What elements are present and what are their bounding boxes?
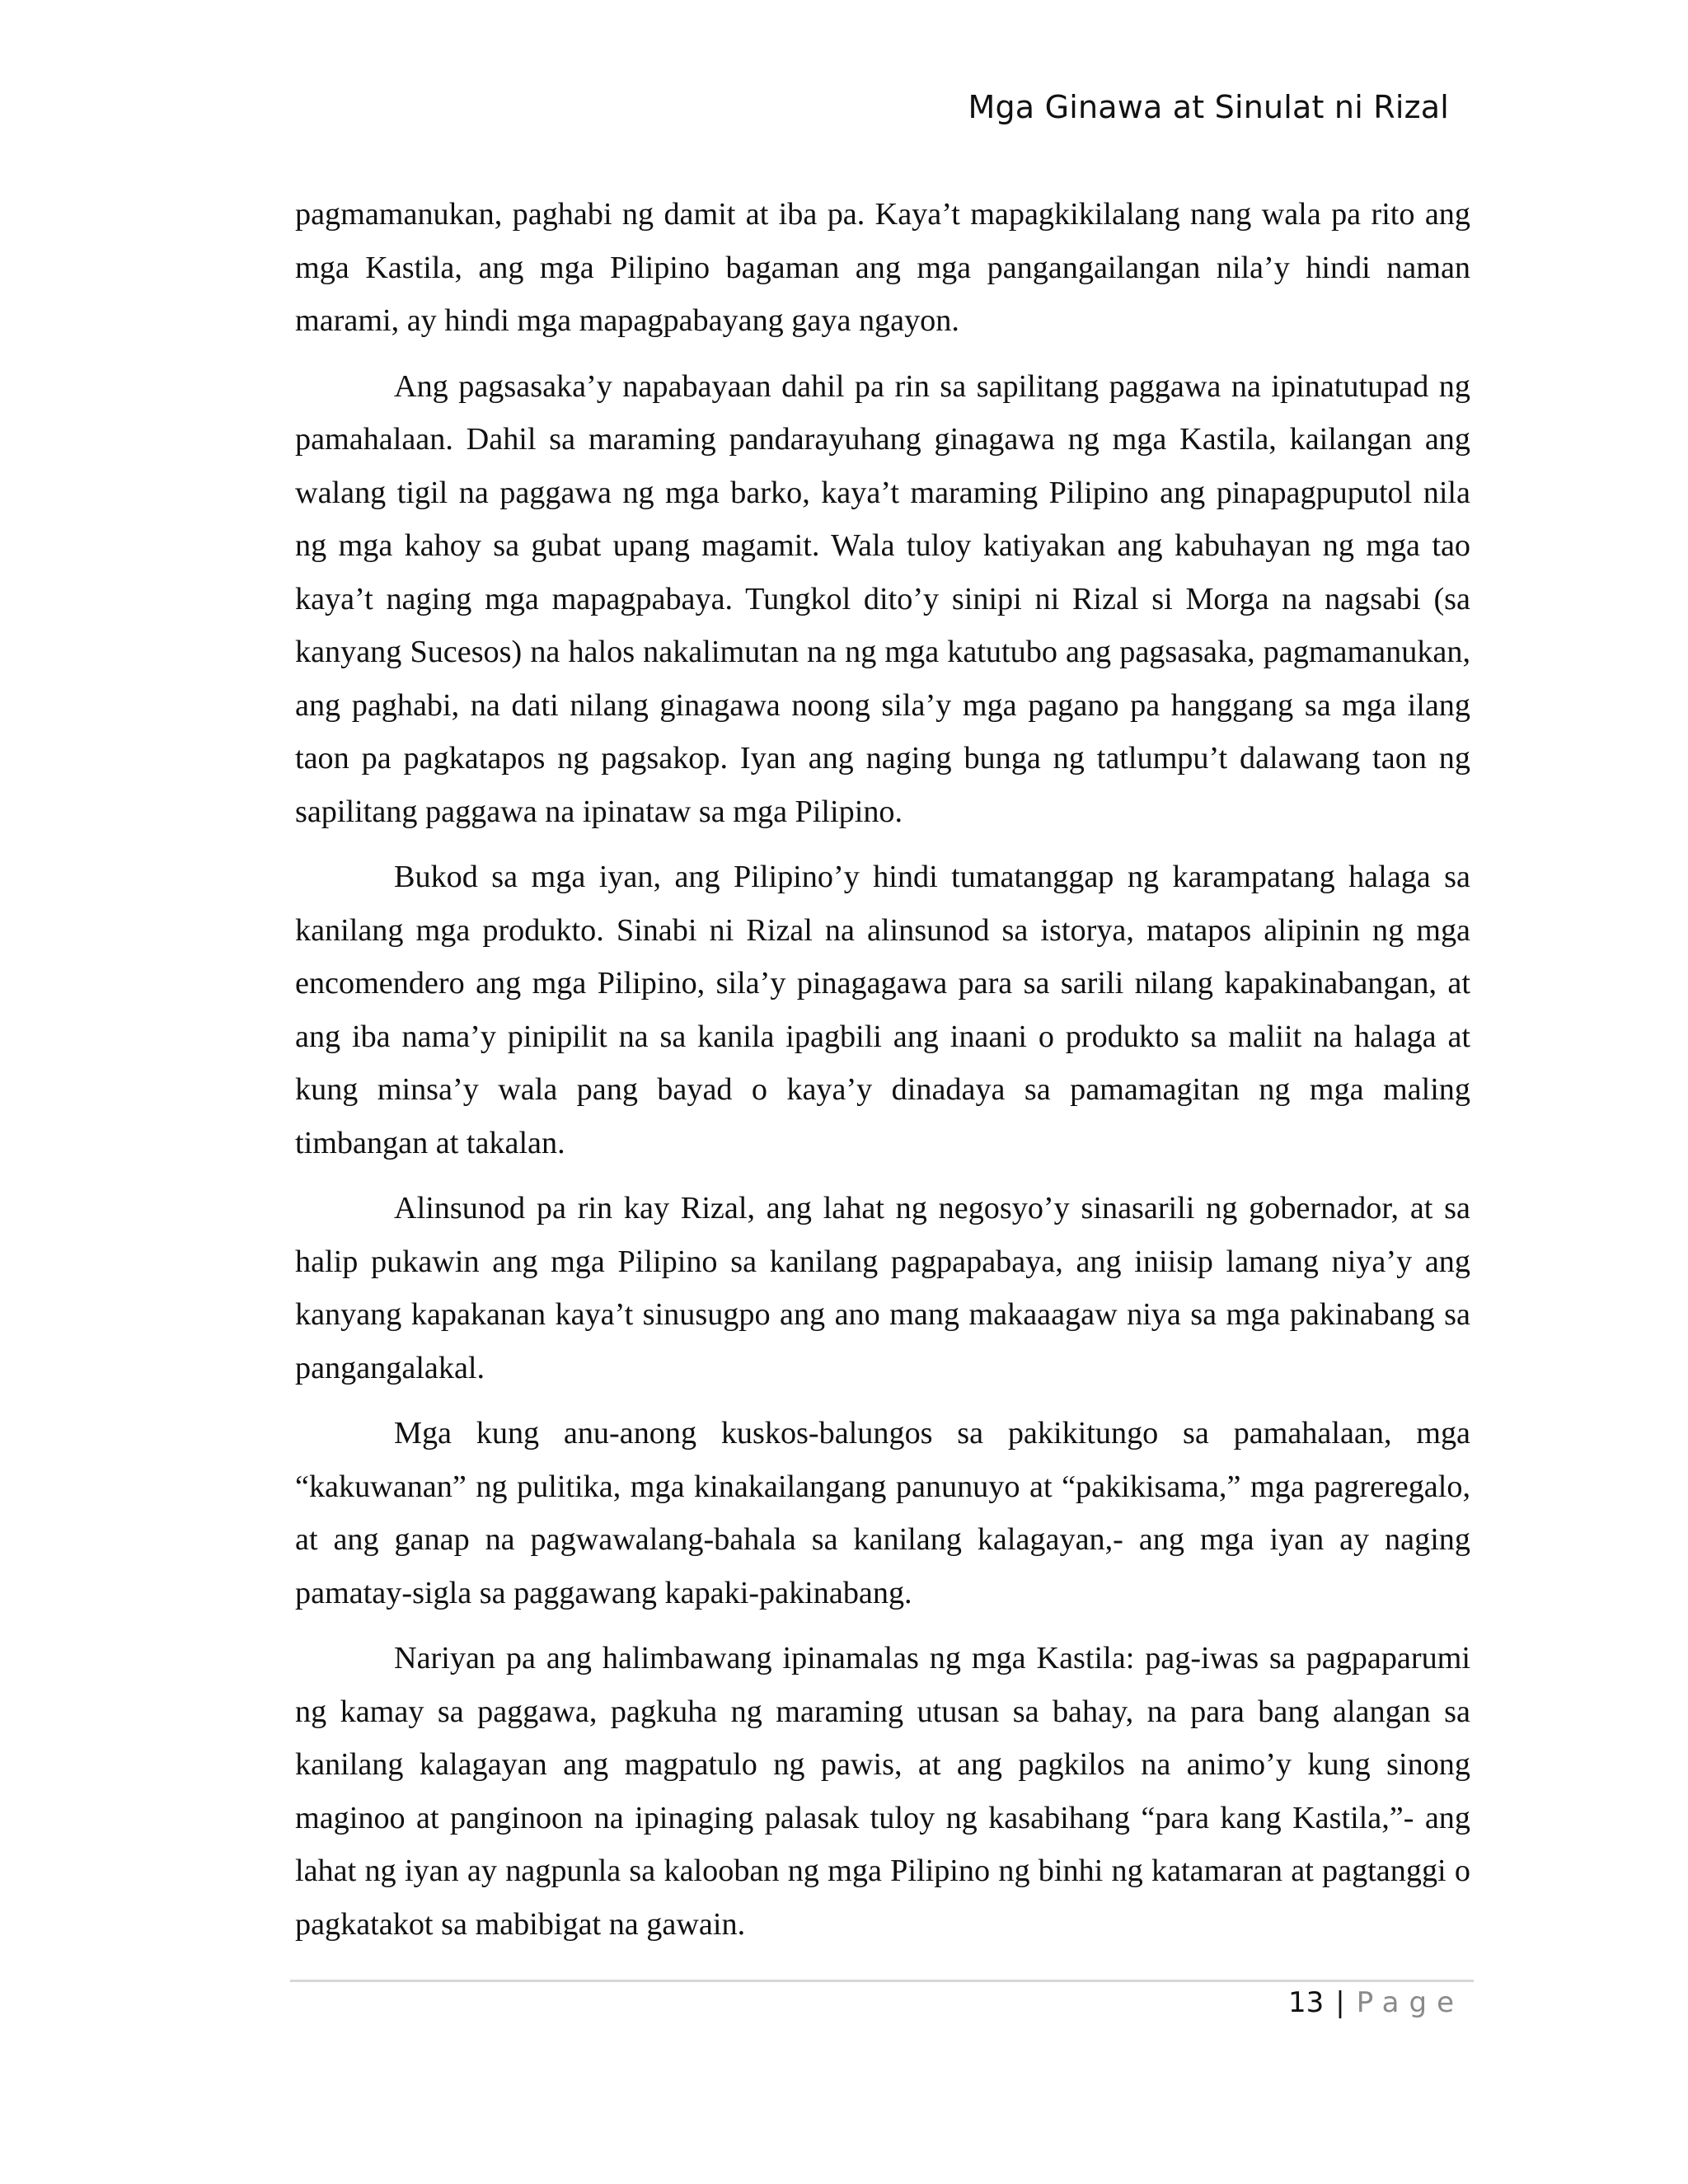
paragraph-pagsasaka: Ang pagsasaka’y napabayaan dahil pa rin sa sapilitang paggawa na ipinatutupad ng pamahalaan. Dahil sa maraming pandarayuhang ginagawa ng mga Kastila, kailangan ang walang tigil na paggawa ng mga barko, kaya’t maraming Pilipino ang pinapagpuputol nila ng mga kahoy sa gubat upang magamit. Wala tuloy katiyakan ang kabuhayan ng mga tao kaya’t naging mga mapagpabaya. Tungkol dito’y sinipi ni Rizal si Morga na nagsabi (sa kanyang Sucesos) na halos nakalimutan na ng mga katutubo ang pagsasaka, pagmamanukan, ang paghabi, na dati nilang ginagawa noong sila’y mga pagano pa hanggang sa mga ilang taon pa pagkatapos ng pagsakop. Iyan ang naging bunga ng tatlumpu’t dalawang taon ng sapilitang paggawa na ipinataw sa mga Pilipino. (295, 368, 1470, 829)
paragraph-pamahalaan: Mga kung anu-anong kuskos-balungos sa pakikitungo sa pamahalaan, mga “kakuwanan” ng pulitika, mga kinakailangang panunuyo at “pakikisama,” mga pagreregalo, at ang ganap na pagwawalang-bahala sa kanilang kalagayan,- ang mga iyan ay naging pamatay-sigla sa paggawang kapaki-pakinabang. (295, 1416, 1470, 1610)
page-number: 13 (1287, 1986, 1325, 2019)
page-footer (1288, 1983, 1464, 2022)
footer-divider (290, 1980, 1474, 1982)
body-text (295, 188, 1470, 1963)
page-separator: | (1335, 1986, 1345, 2019)
paragraph-continuation: pagmamanukan, paghabi ng damit at iba pa. Kaya’t mapagkikilalang nang wala pa rito ang mga Kastila, ang mga Pilipino bagaman ang mga pangangailangan nila’y hindi naman marami, ay hindi mga mapagpabayang gaya ngayon. (295, 197, 1470, 338)
paragraph-halaga: Bukod sa mga iyan, ang Pilipino’y hindi tumatanggap ng karampatang halaga sa kanilang mga produkto. Sinabi ni Rizal na alinsunod sa istorya, matapos alipinin ng mga encomendero ang mga Pilipino, sila’y pinagagawa para sa sarili nilang kapakinabangan, at ang iba nama’y pinipilit na sa kanila ipagbili ang inaani o produkto sa maliit na halaga at kung minsa’y wala pang bayad o kaya’y dinadaya sa pamamagitan ng mga maling timbangan at takalan. (295, 860, 1470, 1160)
paragraph-halimbawa: Nariyan pa ang halimbawang ipinamalas ng mga Kastila: pag-iwas sa pagpaparumi ng kamay sa paggawa, pagkuha ng maraming utusan sa bahay, na para bang alangan sa kanilang kalagayan ang magpatulo ng pawis, at ang pagkilos na animo’y kung sinong maginoo at panginoon na ipinaging palasak tuloy ng kasabihang “para kang Kastila,”- ang lahat ng iyan ay nagpunla sa kalooban ng mga Pilipino ng binhi ng katamaran at pagtanggi o pagkatakot sa mabibigat na gawain. (295, 1641, 1470, 1942)
paragraph-gobernador: Alinsunod pa rin kay Rizal, ang lahat ng negosyo’y sinasarili ng gobernador, at sa halip pukawin ang mga Pilipino sa kanilang pagpapabaya, ang iniisip lamang niya’y ang kanyang kapakanan kaya’t sinusugpo ang ano mang makaaagaw niya sa mga pakinabang sa pangangalakal. (295, 1191, 1470, 1385)
page-label: Page (1356, 1986, 1464, 2019)
running-header: Mga Ginawa at Sinulat ni Rizal (968, 89, 1449, 125)
